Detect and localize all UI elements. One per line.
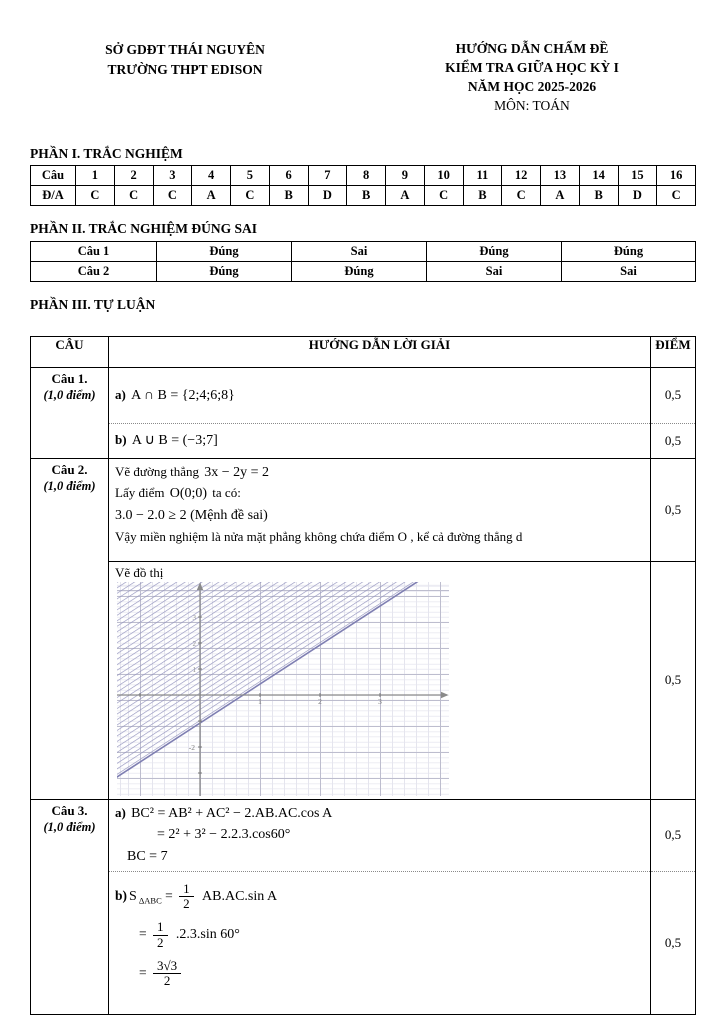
question-number: 15 (618, 165, 657, 185)
score-1b: 0,5 (651, 423, 696, 458)
question-number: 10 (424, 165, 463, 185)
math-expression: A ∩ B = {2;4;6;8} (131, 387, 235, 403)
question-points: (1,0 điểm) (43, 388, 96, 403)
answer-cell: B (269, 185, 308, 205)
x-tick-label: 1 (258, 696, 262, 706)
math-expression: = 2² + 3² − 2.2.3.cos60° (157, 827, 291, 843)
question-label: Câu 2. (51, 461, 88, 477)
score-2a: 0,5 (651, 458, 696, 561)
truefalse-cell: Đúng (157, 241, 292, 261)
fraction-numerator: 3√3 (153, 959, 181, 974)
question-number: 7 (308, 165, 347, 185)
graph-figure (115, 582, 644, 796)
truefalse-cell: Đúng (427, 241, 562, 261)
truefalse-cell: Sai (292, 241, 427, 261)
table-row (31, 423, 696, 458)
part2-truefalse-table (30, 241, 696, 282)
question-number: 2 (114, 165, 153, 185)
question-label: Câu 1. (51, 370, 88, 386)
question-number: 1 (76, 165, 115, 185)
x-axis-arrow (441, 691, 449, 697)
solution-3a (109, 799, 651, 871)
solution-text: Vậy miền nghiệm là nửa mặt phẳng không chứa điểm O , kể cả đường thẳng d (115, 528, 523, 544)
truefalse-cell: Sai (427, 261, 562, 281)
solution-1b (109, 423, 651, 458)
fraction-numerator: 1 (153, 920, 168, 935)
math-expression: AB.AC.sin A (202, 888, 278, 904)
fraction (179, 882, 194, 912)
question-number: 3 (153, 165, 192, 185)
part1-title: PHẦN I. TRẮC NGHIỆM (30, 145, 183, 161)
exam-title-line1: HƯỚNG DẪN CHẤM ĐỀ (455, 41, 609, 56)
question-label: Câu 3. (51, 802, 88, 818)
coordinate-plane (117, 582, 449, 796)
answer-cell: A (386, 185, 425, 205)
school-name: TRƯỜNG THPT EDISON (107, 61, 263, 77)
truefalse-cell: Sai (562, 261, 696, 281)
solution-text: Vẽ đường thẳng (115, 463, 199, 479)
document-header (30, 40, 695, 116)
table-row (31, 261, 696, 281)
row-header: Đ/A (31, 185, 76, 205)
exam-subject: MÔN: TOÁN (494, 97, 570, 113)
graph-caption: Vẽ đồ thị (115, 564, 164, 580)
solution-1a (109, 367, 651, 423)
question-number: 6 (269, 165, 308, 185)
column-header-solution: HƯỚNG DẪN LỜI GIẢI (109, 336, 651, 367)
truefalse-cell: Đúng (292, 261, 427, 281)
equals-sign: = (165, 887, 173, 903)
exam-title-line2: KIỂM TRA GIỮA HỌC KỲ I (445, 59, 619, 75)
question-number: 14 (579, 165, 618, 185)
math-expression: 3x − 2y = 2 (204, 464, 270, 480)
x-tick-label: 2 (318, 696, 322, 706)
math-expression: 3.0 − 2.0 ≥ 2 (Mệnh đề sai) (115, 507, 268, 523)
answer-cell: C (231, 185, 270, 205)
question-number: 11 (463, 165, 502, 185)
part1-answer-table (30, 165, 696, 206)
solution-3b (109, 871, 651, 1014)
answer-cell: C (76, 185, 115, 205)
y-tick-label-neg2: -2 (188, 742, 195, 752)
solution-2-text (109, 458, 651, 561)
table-header-row (31, 336, 696, 367)
truefalse-cell: Đúng (562, 241, 696, 261)
row-header: Câu (31, 165, 76, 185)
truefalse-cell: Đúng (157, 261, 292, 281)
answer-cell: A (192, 185, 231, 205)
question3-label-cell (31, 799, 109, 1014)
column-header-diem: ĐIỂM (651, 336, 696, 367)
part3-title: PHẦN III. TỰ LUẬN (30, 296, 156, 312)
question2-label-cell (31, 458, 109, 799)
answer-cell: C (153, 185, 192, 205)
question-number: 16 (657, 165, 696, 185)
exam-title-block (377, 40, 687, 116)
question-number: 4 (192, 165, 231, 185)
table-row (31, 185, 696, 205)
question-number: 13 (541, 165, 580, 185)
x-tick-label: 3 (378, 696, 382, 706)
answer-cell: D (308, 185, 347, 205)
answer-cell: C (502, 185, 541, 205)
math-subscript: ΔABC (138, 895, 162, 906)
answer-cell: C (114, 185, 153, 205)
solution-2-graph (109, 561, 651, 799)
solution-text: ta có: (212, 485, 241, 501)
question-points: (1,0 điểm) (43, 479, 96, 494)
equals-sign: = (139, 926, 147, 942)
table-row (31, 799, 696, 871)
answer-cell: C (657, 185, 696, 205)
math-expression: BC = 7 (127, 848, 168, 864)
item-label: a) (115, 386, 126, 402)
part2-title: PHẦN II. TRẮC NGHIỆM ĐÚNG SAI (30, 220, 258, 236)
answer-cell: B (347, 185, 386, 205)
half-plane-graph (117, 582, 449, 796)
table-row (31, 165, 696, 185)
score-2b: 0,5 (651, 561, 696, 799)
solution-text: Lấy điểm (115, 485, 165, 501)
fraction-denominator: 2 (157, 934, 164, 950)
answer-cell: B (463, 185, 502, 205)
row-header: Câu 1 (31, 241, 157, 261)
fraction-denominator: 2 (183, 895, 190, 911)
column-header-cau: CÂU (31, 336, 109, 367)
math-symbol: S (129, 888, 137, 904)
answer-cell: B (579, 185, 618, 205)
answer-cell: C (424, 185, 463, 205)
answer-cell: D (618, 185, 657, 205)
item-label: b) (115, 887, 128, 903)
row-header: Câu 2 (31, 261, 157, 281)
part3-essay-table (30, 336, 696, 1015)
math-expression: A ∪ B = (−3;7] (131, 433, 218, 449)
score-1a: 0,5 (651, 367, 696, 423)
fraction-numerator: 1 (179, 882, 194, 897)
answer-cell: A (541, 185, 580, 205)
fraction-denominator: 2 (163, 973, 171, 989)
table-row (31, 367, 696, 423)
department-name: SỞ GDĐT THÁI NGUYÊN (105, 42, 265, 57)
question1-label-cell (31, 367, 109, 458)
question-number: 8 (347, 165, 386, 185)
table-row (31, 561, 696, 799)
table-row (31, 458, 696, 561)
question-number: 5 (231, 165, 270, 185)
school-block (60, 40, 310, 79)
math-expression: O(0;0) (169, 486, 208, 502)
question-points: (1,0 điểm) (43, 820, 96, 835)
item-label: b) (115, 432, 127, 448)
table-row (31, 871, 696, 1014)
fraction (153, 959, 181, 989)
question-number: 12 (502, 165, 541, 185)
exam-title-line3: NĂM HỌC 2025-2026 (467, 78, 597, 94)
equals-sign: = (139, 964, 147, 980)
score-3b: 0,5 (651, 871, 696, 1014)
table-row (31, 241, 696, 261)
score-3a: 0,5 (651, 799, 696, 871)
question-number: 9 (386, 165, 425, 185)
math-expression: .2.3.sin 60° (175, 927, 240, 943)
fraction (153, 920, 168, 950)
item-label: a) (115, 804, 126, 820)
math-expression: BC² = AB² + AC² − 2.AB.AC.cos A (131, 805, 333, 821)
